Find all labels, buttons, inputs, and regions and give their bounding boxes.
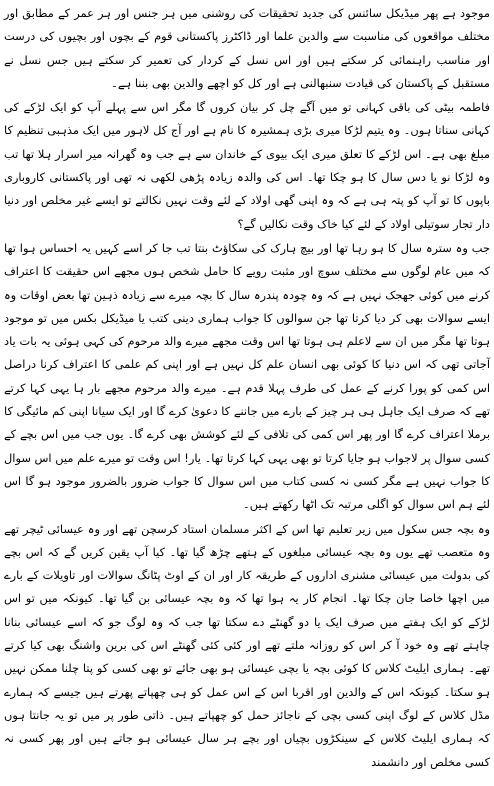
paragraph-4: وہ بچہ جس سکول میں زیر تعلیم تھا اس کے اکثر مسلمان استاد کرسچن تھے اور وہ عیسائی ٹیچر تھے وہ متعصب تھے یوں وہ بچہ عیسائی مبلغوں کے ہتھے چڑھ گیا تھا۔ کیا آپ یقین کریں گے کہ اس بچے کی بدولت میں عیسائی مشنری اداروں کے طریقہ کار اور ان کے اوٹ پٹانگ سوالات اور تاویلات کے بارے میں اچھا خاصا جان چکا تھا۔ انجام کار یہ ہوا تھا کہ وہ بچہ عیسائی بن گیا تھا۔ کیونکہ میں تو اس لڑکے کو ایک ہفتے میں صرف ایک یا دو گھنٹے دے سکتا تھا جب کہ وہ لوگ جو کہ اسے عیسائی بنانا چاہتے تھے وہ خود آ کر اس کو روزانہ ملتے تھے اور کئی کئی گھنٹے اس کی برین واشنگ بھی کیا کرتے تھے۔ ہماری ایلیٹ کلاس کا کوئی بچہ یا بچی عیسائی ہو بھی جائے تو بھی کسی کو پتا چلنا ممکن نہیں ہو سکتا۔ کیونکہ اس کے والدین اور اقربا اس کے اس عمل کو ہی چھپاتے پھرتے ہیں جیسے کہ ہمارے مڈل کلاس کے لوگ اپنی کسی بچی کے ناجائز حمل کو چھپاتے ہیں۔ ذاتی طور پر میں تو یہ جانتا ہوں کہ ہماری ایلیٹ کلاس کے سینکڑوں بچیاں اور بچے ہر سال عیسائی ہو جاتے ہیں اور پھر کسی نہ کسی مخلص اور دانشمند bbox=[4, 521, 490, 769]
paragraph-1: موجود ہے پھر میڈیکل سائنس کی جدید تحقیقات کی روشنی میں ہر جنس اور ہر عمر کے مطابق اور مختلف مواقعوں کی مناسبت سے والدین علما اور ڈاکٹرز پاکستانی قوم کے بچوں اور بچیوں کی درست اور مناسب راہنمائی کر سکتے ہیں اور اس نسل کے کردار کی تعمیر کر سکتے ہیں جس نسل نے مستقبل کے پاکستان کی قیادت سنبھالنی ہے اور کل کو اچھے والدین بھی بننا ہے۔ bbox=[4, 6, 490, 90]
paragraph-2: فاطمہ بیٹی کی باقی کہانی تو میں آگے چل کر بیان کروں گا مگر اس سے پہلے آپ کو ایک لڑکے کی کہانی سناتا ہوں۔ وہ یتیم لڑکا میری بڑی ہمشیرہ کا نام ہے اور آج کل لاہور میں ایک مذہبی تنظیم کا مبلغ بھی ہے۔ اس لڑکے کا تعلق میری ایک بیوی کے خاندان سے ہے جب وہ گھرانہ میر اسرار ہلا تھا تب وہ لڑکا نو یا دس سال کا ہو چکا تھا۔ اس کی والدہ زیادہ پڑھی لکھی نہ تھی اور پاکستانی کاروباری باپوں کا تو آپ کو پتہ ہی ہے کہ وہ اپنی گھی اولاد کے لئے وقت نہیں نکالتے تو ایسے غیر مخلص اور دنیا دار تجار سوتیلی اولاد کے لئے کیا خاک وقت نکالیں گے؟ bbox=[4, 100, 490, 231]
paragraph-3: جب وہ سترہ سال کا ہو رہا تھا اور بیچ ہارک کی سکاؤٹ بنتا تب جا کر اسے کہیں یہ احساس ہوا تھا کہ میں عام لوگوں سے مختلف سوچ اور مثبت رویے کا حامل شخص ہوں مجھے اس حقیقت کا اعتراف کرنے میں کوئی جھجک نہیں ہے کہ وہ چودہ پندرہ سال کا بچہ میرے سے زیادہ ذہین تھا بعض اوقات وہ ایسے سوالات بھی کر دیا کرتا تھا جن سوالوں کا جواب ہماری دینی کتب یا میڈیکل بکس میں تو موجود ہوتا تھا مگر میں ان سے لاعلم ہی ہوتا تھا اس وقت مجھے میرے والد مرحوم کی کہی ہوئی یہ بات یاد آجاتی تھی کہ اس دنیا کا کوئی بھی انسان علم کل نہیں ہے اور اپنی کم علمی کا اعتراف کرنا دراصل اس کمی کو پورا کرنے کے عمل کی طرف پہلا قدم ہے۔ میرے والد مرحوم مجھے بار ہا یہی کہا کرتے تھے کہ صرف ایک جاہل ہی ہر چیز کے بارے میں جاننے کا دعویٰ کرے گا اور ایک سیانا اپنی کم مائیگی کا برملا اعتراف کرے گا اور پھر اس کمی کی تلافی کے لئے کوشش بھی کرے گا۔ یوں جب میں اس بچے کے کسی سوال پر لاجواب ہو جایا کرتا تو بھی یہی کہا کرتا تھا۔ یار! اس وقت تو میرے علم میں اس سوال کا جواب نہیں ہے مگر کسی نہ کسی کتاب میں اس سوال کا جواب ضرور بالضرور موجود ہو گا اس لئے ہم اس سوال کو اگلی مرتبہ تک اٹھا رکھتے ہیں۔ bbox=[4, 240, 490, 512]
